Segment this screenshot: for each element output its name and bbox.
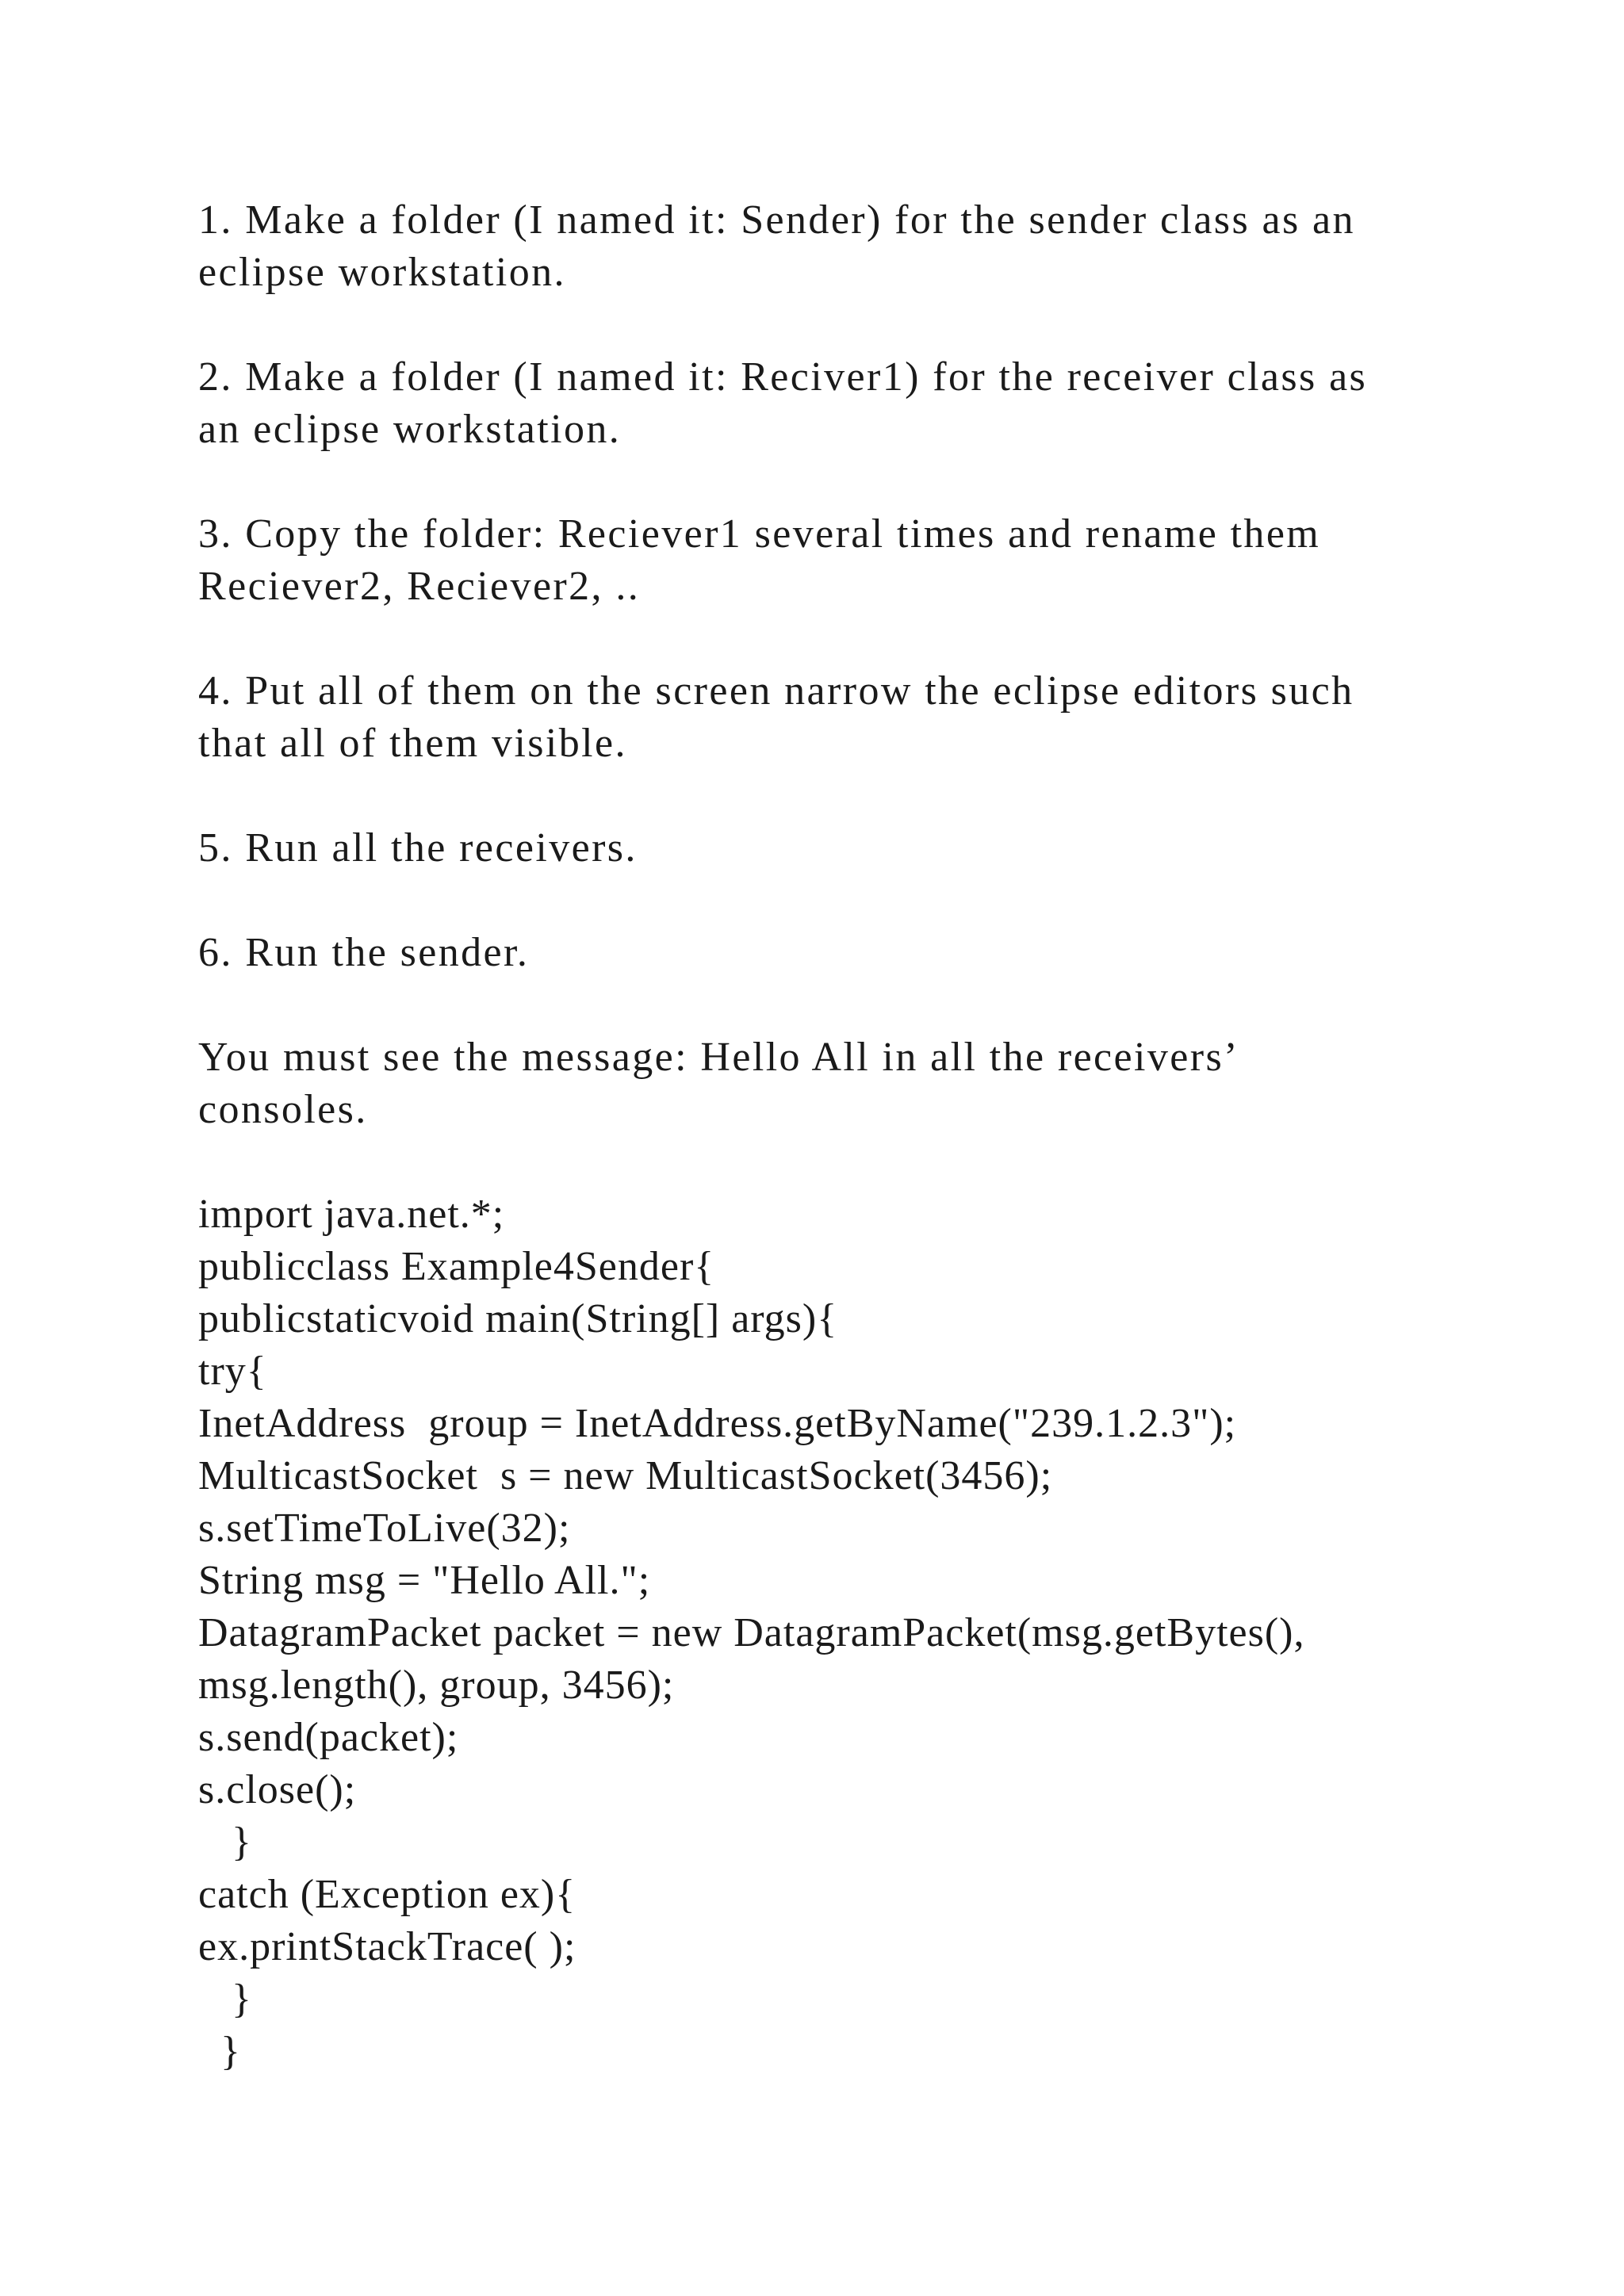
code-line: publicclass Example4Sender{ — [198, 1244, 715, 1289]
code-line: } — [198, 1820, 252, 1865]
instruction-4-line-1: 4. Put all of them on the screen narrow the eclipse editors such — [198, 668, 1354, 714]
code-line: s.setTimeToLive(32); — [198, 1506, 571, 1551]
instruction-1-line-1: 1. Make a folder (I named it: Sender) for the sender class as an — [198, 197, 1355, 243]
instruction-2-line-1: 2. Make a folder (I named it: Reciver1) for the receiver class as — [198, 354, 1368, 400]
code-line: msg.length(), group, 3456); — [198, 1663, 675, 1708]
code-line: s.send(packet); — [198, 1715, 459, 1760]
instruction-3-line-1: 3. Copy the folder: Reciever1 several times and rename them — [198, 511, 1321, 557]
instruction-3-line-2: Reciever2, Reciever2, .. — [198, 564, 641, 609]
code-line: try{ — [198, 1349, 267, 1394]
instruction-2-line-2: an eclipse workstation. — [198, 407, 622, 452]
note-line-2: consoles. — [198, 1087, 368, 1132]
code-line: DatagramPacket packet = new DatagramPacket(msg.getBytes(), — [198, 1610, 1305, 1655]
code-line: catch (Exception ex){ — [198, 1872, 576, 1917]
code-line: } — [198, 1976, 252, 2022]
code-line: MulticastSocket s = new MulticastSocket(3456); — [198, 1453, 1053, 1498]
code-line: s.close(); — [198, 1767, 357, 1812]
code-line: } — [198, 2029, 241, 2074]
code-line: InetAddress group = InetAddress.getByName("239.1.2.3"); — [198, 1401, 1237, 1446]
code-line: import java.net.*; — [198, 1192, 505, 1237]
code-line: publicstaticvoid main(String[] args){ — [198, 1296, 838, 1341]
instruction-5-line-1: 5. Run all the receivers. — [198, 825, 638, 871]
code-line: String msg = "Hello All."; — [198, 1558, 651, 1603]
code-line: ex.printStackTrace( ); — [198, 1924, 576, 1969]
note-line-1: You must see the message: Hello All in all the receivers’ — [198, 1035, 1239, 1080]
instruction-1-line-2: eclipse workstation. — [198, 250, 566, 295]
instruction-4-line-2: that all of them visible. — [198, 721, 627, 766]
instruction-6-line-1: 6. Run the sender. — [198, 930, 530, 975]
